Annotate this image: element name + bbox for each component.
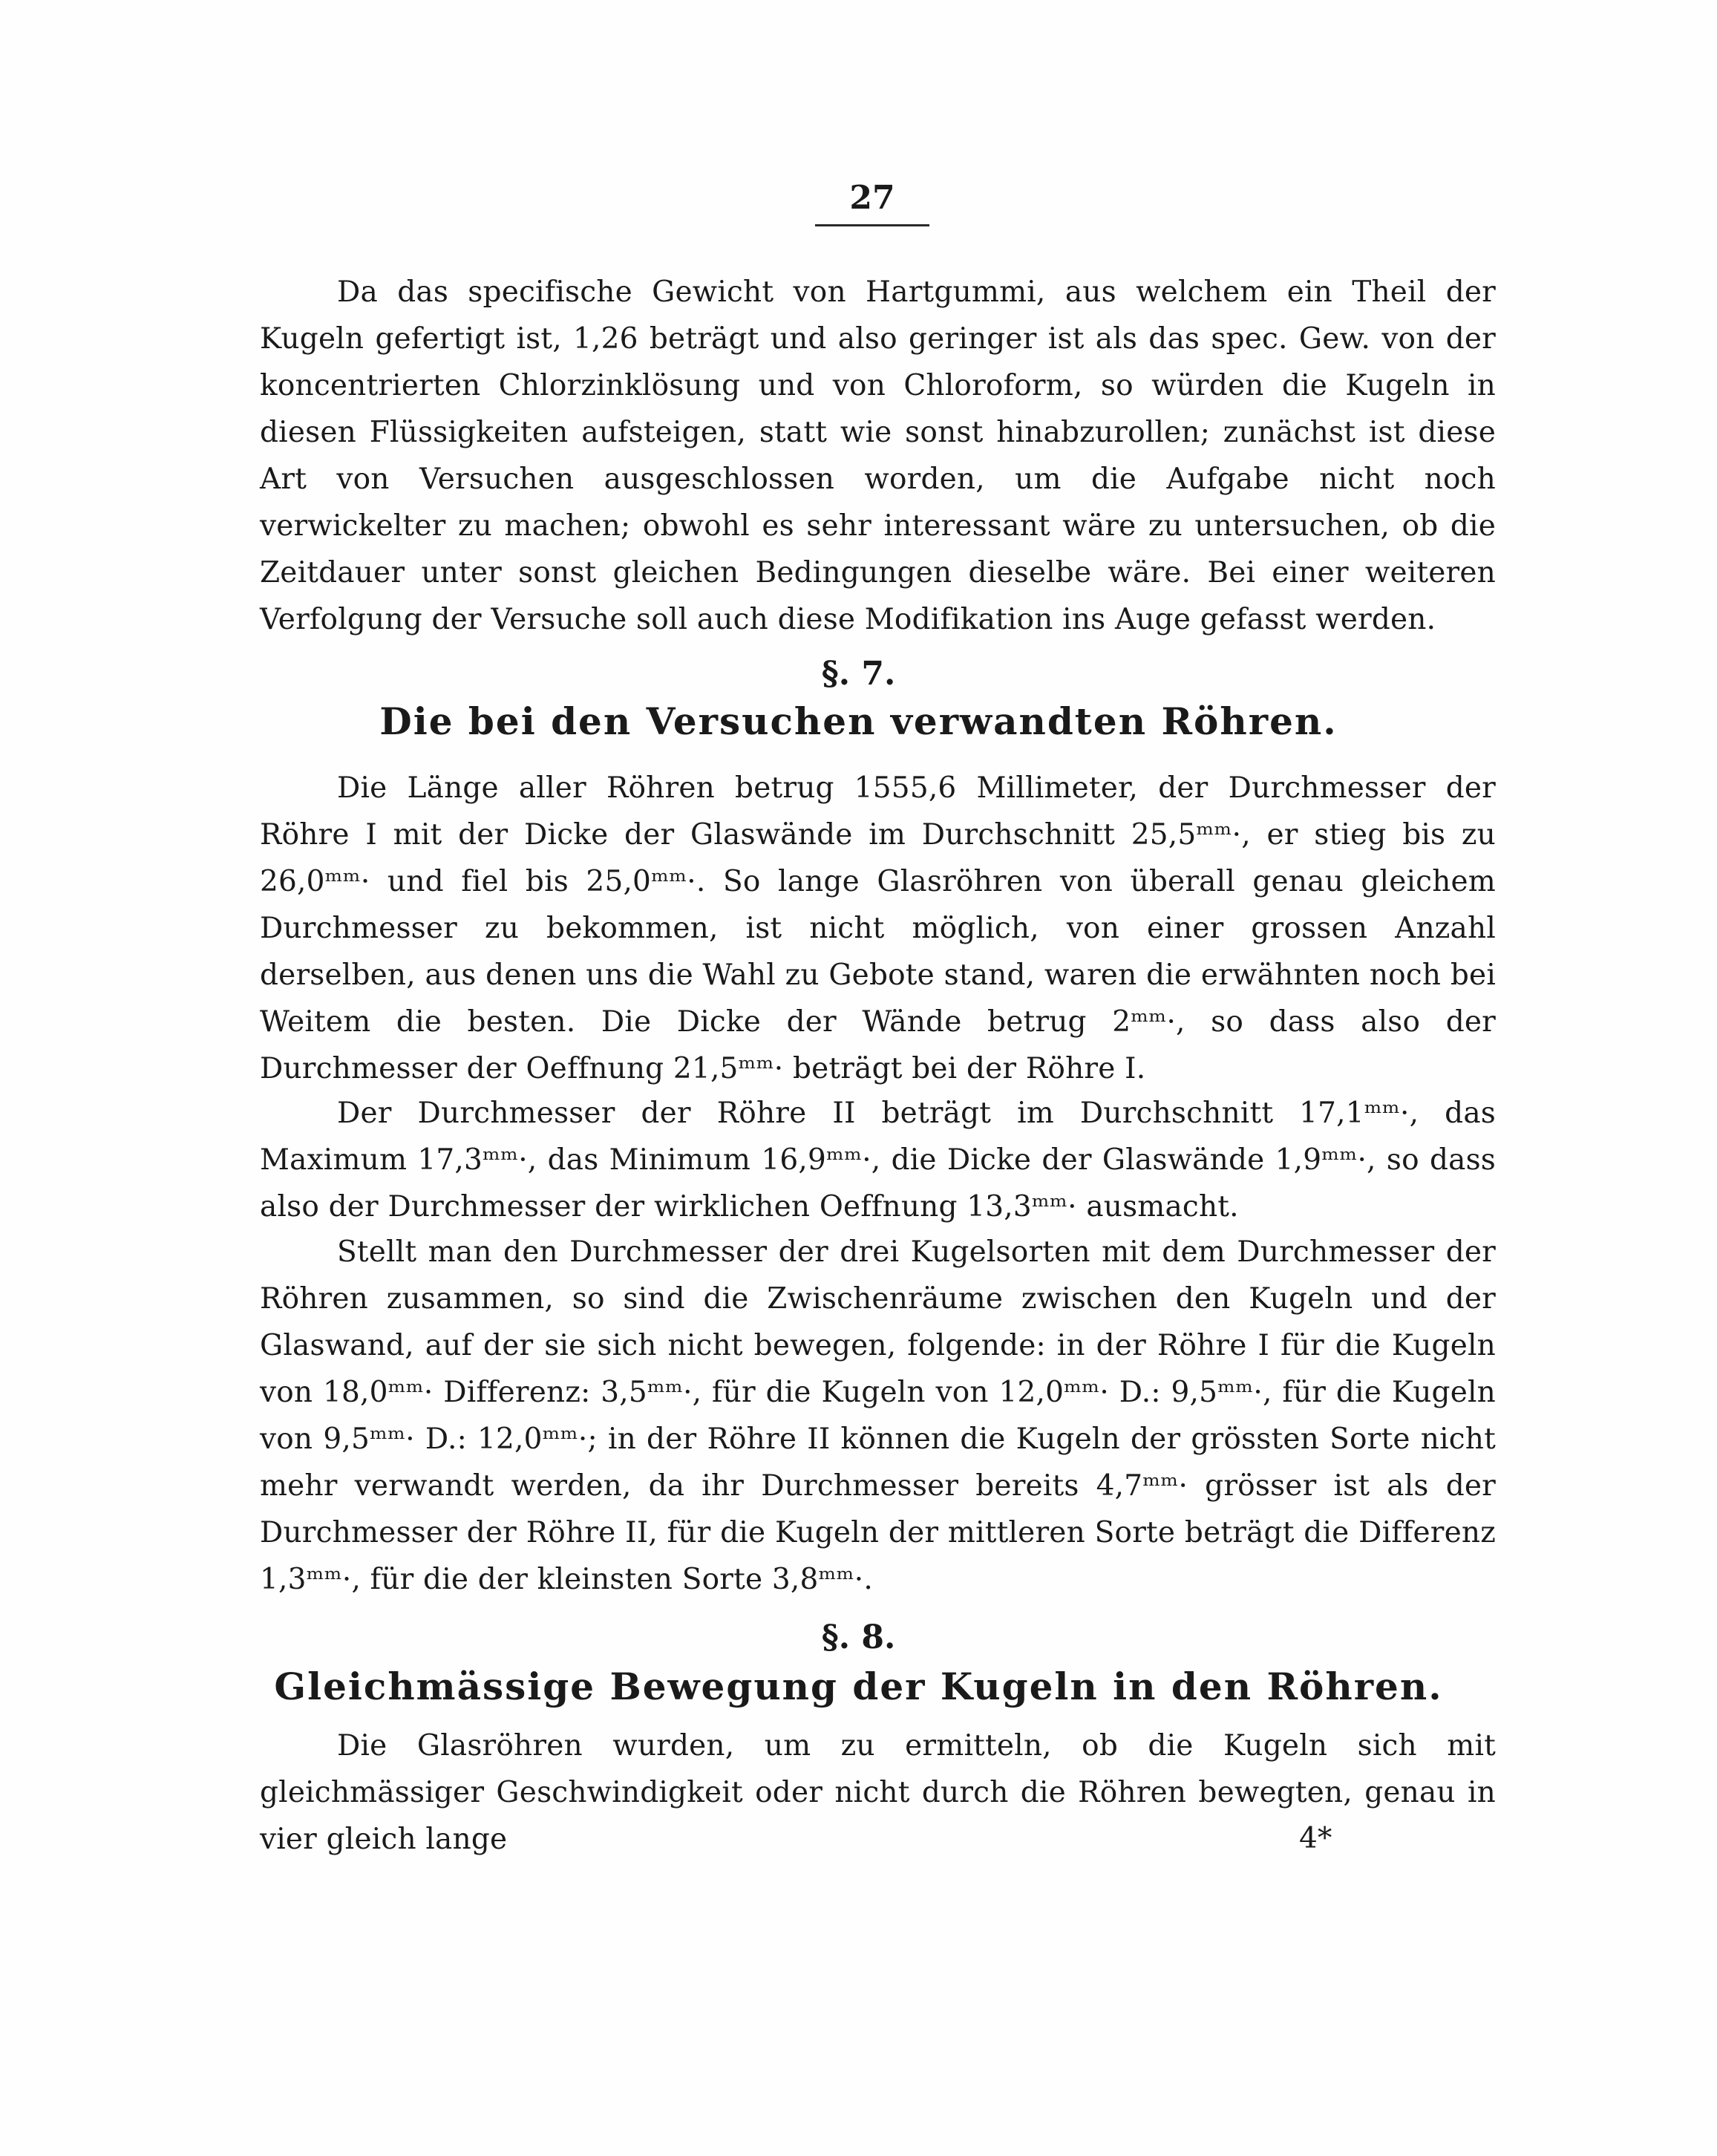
section-8-mark: §. 8. (821, 1618, 896, 1656)
section-8-heading: Gleichmässige Bewegung der Kugeln in den Röhren. (274, 1665, 1443, 1708)
section-7-heading: Die bei den Versuchen verwandten Röhren. (379, 699, 1338, 743)
paragraph-block-1 (260, 269, 1496, 643)
paragraph-glasroehren: Die Glasröhren wurden, um zu ermitteln, ob die Kugeln sich mit gleichmässiger Geschwindigkeit oder nicht durch die Röhren bewegten, genau in vier gleich lange (260, 1729, 1496, 1856)
paragraph-block-2 (260, 765, 1496, 1092)
signature-mark: 4* (1299, 1822, 1332, 1855)
paragraph-roehre-ii: Der Durchmesser der Röhre II beträgt im Durchschnitt 17,1ᵐᵐ·, das Maximum 17,3ᵐᵐ·, das Minimum 16,9ᵐᵐ·, die Dicke der Glaswände 1,9ᵐᵐ·, so dass also der Durchmesser der wirklichen Oeffnung 13,3ᵐᵐ· ausmacht. (260, 1097, 1496, 1224)
section-7-mark: §. 7. (821, 655, 896, 693)
page-number: 27 (849, 179, 895, 217)
paragraph-kugelsorten: Stellt man den Durchmesser der drei Kugelsorten mit dem Durchmesser der Röhren zusammen, so sind die Zwischenräume zwischen den Kugeln und der Glaswand, auf der sie sich nicht bewegen, folgende: in der Röhre I für die Kugeln von 18,0ᵐᵐ· Differenz: 3,5ᵐᵐ·, für die Kugeln von 12,0ᵐᵐ· D.: 9,5ᵐᵐ·, für die Kugeln von 9,5ᵐᵐ· D.: 12,0ᵐᵐ·; in der Röhre II können die Kugeln der grössten Sorte nicht mehr verwandt werden, da ihr Durchmesser bereits 4,7ᵐᵐ· grösser ist als der Durchmesser der Röhre II, für die Kugeln der mittleren Sorte beträgt die Differenz 1,3ᵐᵐ·, für die der kleinsten Sorte 3,8ᵐᵐ·. (260, 1235, 1496, 1596)
paragraph-block-3 (260, 1090, 1496, 1230)
paragraph-hartgummi: Da das specifische Gewicht von Hartgummi, aus welchem ein Theil der Kugeln gefertigt ist, 1,26 beträgt und also geringer ist als das spec. Gew. von der koncentrierten Chlorzinklösung und von Chloroform, so würden die Kugeln in diesen Flüssigkeiten aufsteigen, statt wie sonst hinabzurollen; zunächst ist diese Art von Versuchen ausgeschlossen worden, um die Aufgabe nicht noch verwickelter zu machen; obwohl es sehr interessant wäre zu untersuchen, ob die Zeitdauer unter sonst gleichen Bedingungen dieselbe wäre. Bei einer weiteren Verfolgung der Versuche soll auch diese Modifikation ins Auge gefasst werden. (260, 275, 1496, 636)
page-number-rule (815, 224, 929, 226)
paragraph-block-4 (260, 1229, 1496, 1603)
paragraph-roehre-laenge: Die Länge aller Röhren betrug 1555,6 Millimeter, der Durchmesser der Röhre I mit der Dicke der Glaswände im Durchschnitt 25,5ᵐᵐ·, er stieg bis zu 26,0ᵐᵐ· und fiel bis 25,0ᵐᵐ·. So lange Glasröhren von überall genau gleichem Durchmesser zu bekommen, ist nicht möglich, von einer grossen Anzahl derselben, aus denen uns die Wahl zu Gebote stand, waren die erwähnten noch bei Weitem die besten. Die Dicke der Wände betrug 2ᵐᵐ·, so dass also der Durchmesser der Oeffnung 21,5ᵐᵐ· beträgt bei der Röhre I. (260, 771, 1496, 1085)
